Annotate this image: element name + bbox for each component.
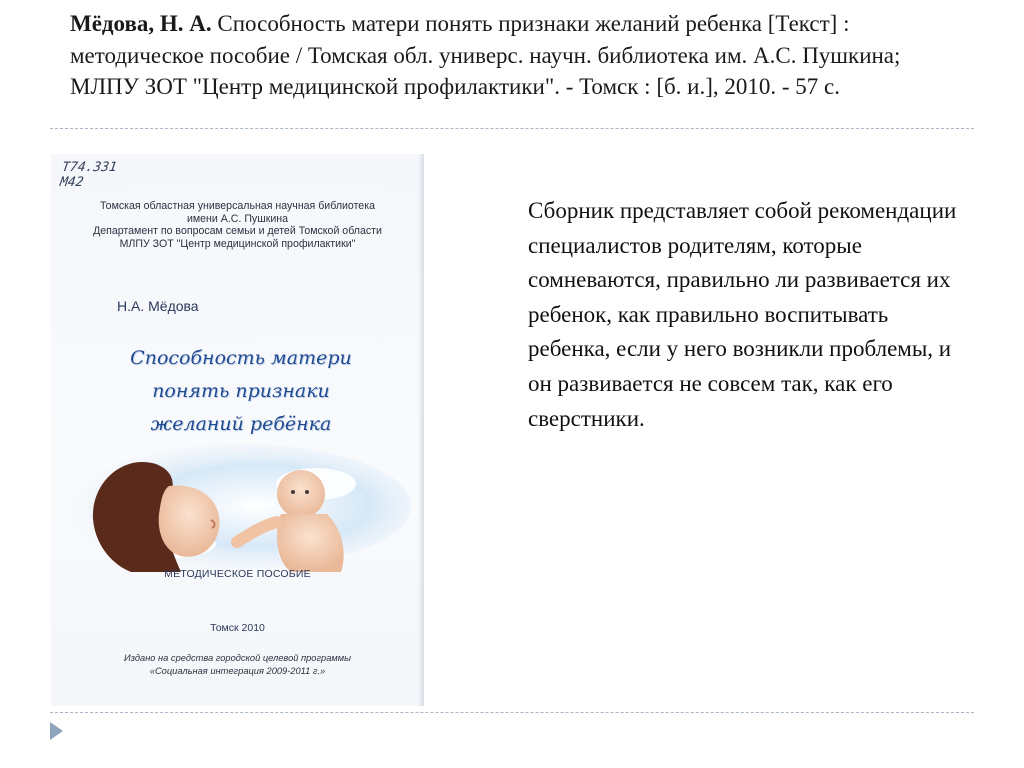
baby-eye: [305, 490, 309, 494]
cover-institution-line: Департамент по вопросам семьи и детей Томской области: [93, 225, 382, 237]
baby-head: [277, 470, 325, 518]
book-description: Сборник представляет собой рекомендации специалистов родителям, которые сомневаются, правильно ли развивается их ребенок, как правильно воспитывать ребенка, если у него возникли проблемы, и он развивается не совсем так, как его сверстники.: [528, 198, 957, 431]
bottom-divider: [50, 712, 974, 713]
top-divider: [50, 128, 974, 129]
cover-title-line: понять признаки: [152, 380, 330, 402]
cover-funding-line: «Социальная интеграция 2009-2011 г.»: [149, 665, 326, 676]
cover-institution: [51, 200, 424, 250]
cover-title-line: Способность матери: [130, 347, 352, 369]
cover-author: Н.А. Мёдова: [117, 298, 199, 314]
cover-institution-line: МЛПУ ЗОТ "Центр медицинской профилактики": [119, 237, 356, 250]
shelf-mark-line: Т74.331: [61, 160, 118, 175]
cover-funding: [51, 652, 424, 677]
baby-body: [277, 514, 344, 572]
citation-text: Способность матери понять признаки желаний ребенка [Текст] : методическое пособие / Томская обл. универс. научн. библиотека им. А.С. Пушкина; МЛПУ ЗОТ "Центр медицинской профилактики". - Томск : [б. и.], 2010. - 57 с.: [70, 11, 901, 99]
book-cover-image: [51, 154, 424, 706]
cover-funding-line: Издано на средства городской целевой программы: [124, 653, 351, 663]
cover-title-line: желаний ребёнка: [150, 413, 332, 435]
shelf-mark: [59, 160, 118, 190]
cover-book-type: МЕТОДИЧЕСКОЕ ПОСОБИЕ: [164, 568, 311, 580]
cover-institution-line: Томская областная универсальная научная библиотека: [100, 200, 375, 212]
cover-title: [91, 342, 391, 441]
citation-header: [70, 8, 950, 103]
cover-institution-line: имени А.С. Пушкина: [186, 212, 289, 225]
triangle-right-icon[interactable]: [50, 722, 63, 740]
shelf-mark-line: М42: [58, 175, 85, 190]
mother-baby-illustration: [51, 444, 424, 574]
citation-author: Мёдова, Н. А.: [70, 11, 212, 36]
cover-city-year: Томск 2010: [210, 622, 265, 634]
baby-eye: [291, 490, 295, 494]
